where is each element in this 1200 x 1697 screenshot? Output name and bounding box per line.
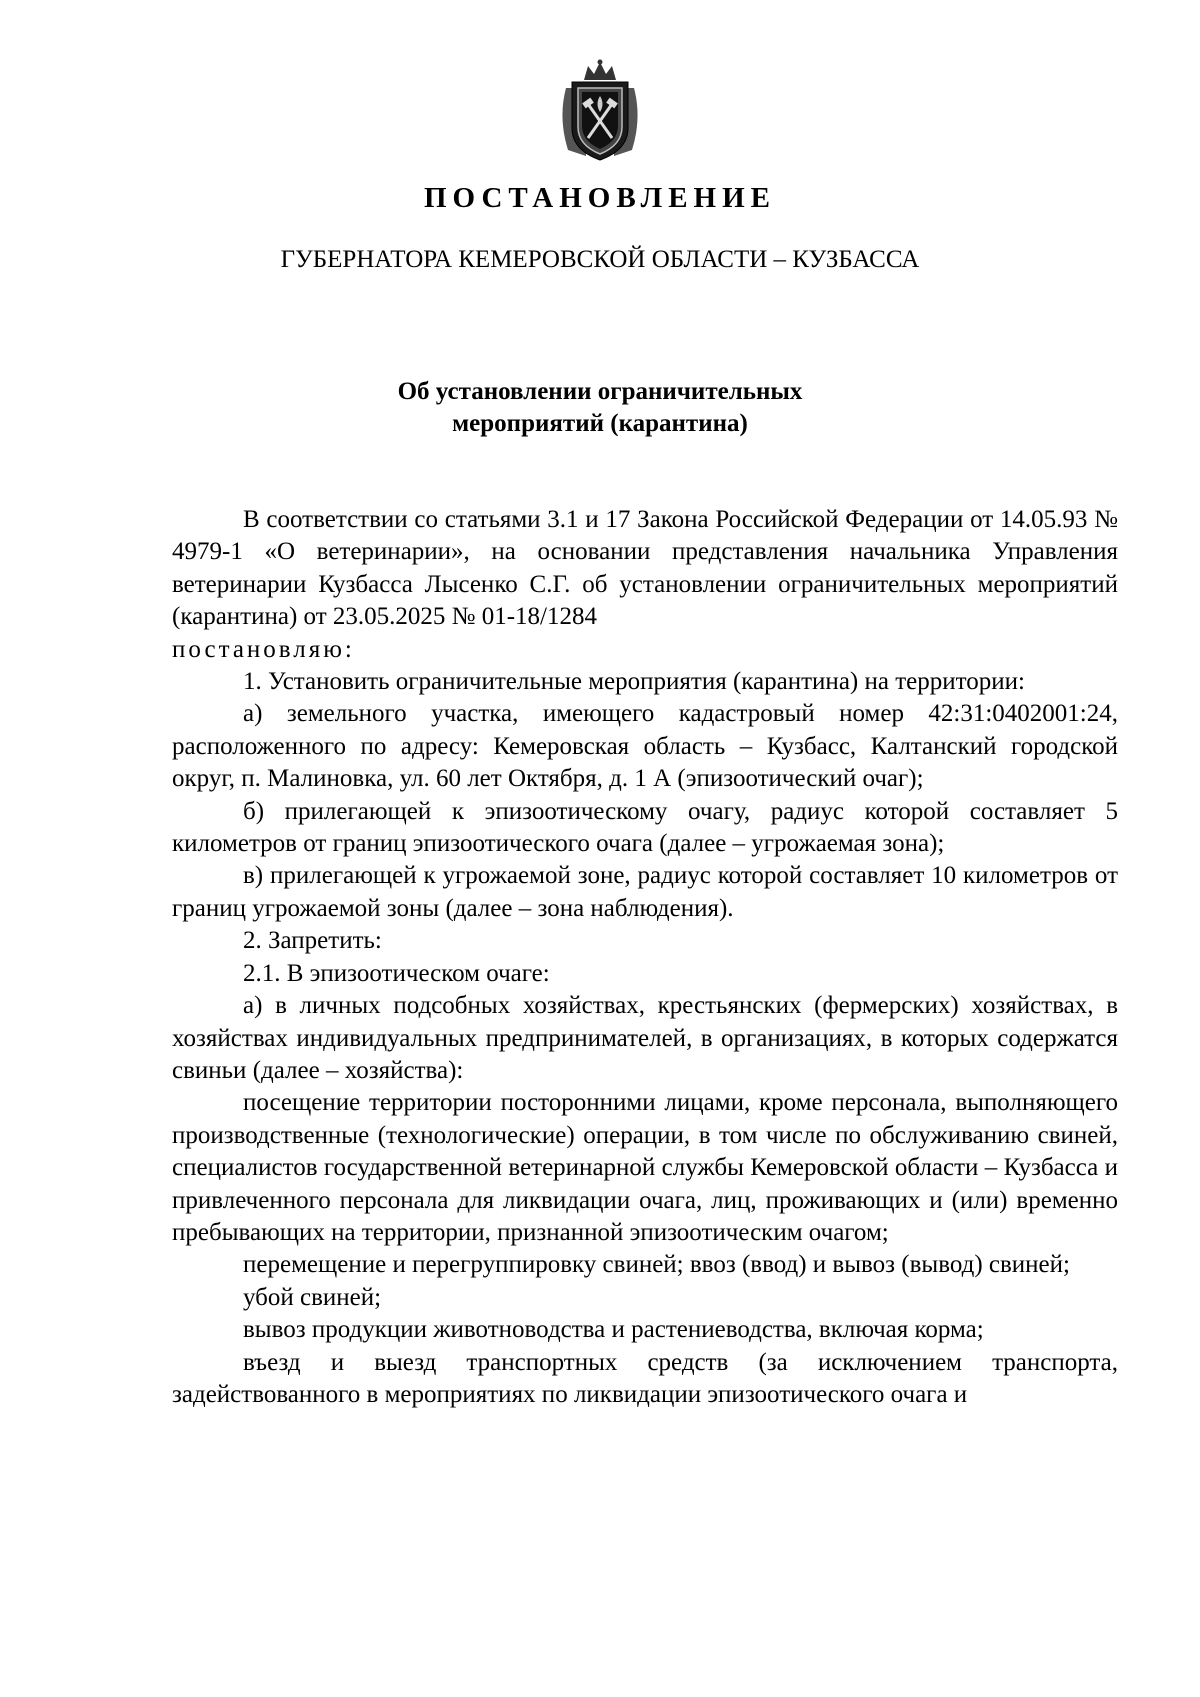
prohibition-item-3: убой свиней; xyxy=(243,1283,382,1311)
intro-paragraph: В соответствии со статьями 3.1 и 17 Закона Российской Федерации от 14.05.93 № 4979-1 «О ветеринарии», на основании представления начальника Управления ветеринарии Кузбасса Лысенко С.Г. об установлении ограничительных мероприятий (карантина) от 23.05.2025 № 01-18/1284 xyxy=(172,506,1118,631)
issuer-heading: ГУБЕРНАТОРА КЕМЕРОВСКОЙ ОБЛАСТИ – КУЗБАССА xyxy=(280,246,920,273)
prohibition-item-5: въезд и выезд транспортных средств (за исключением транспорта, задействованного в мероприятиях по ликвидации эпизоотического очага и xyxy=(172,1348,1118,1408)
clause-2: 2. Запретить: xyxy=(243,927,382,955)
clause-2-1: 2.1. В эпизоотическом очаге: xyxy=(243,959,550,987)
clause-1: 1. Установить ограничительные мероприятия (карантина) на территории: xyxy=(243,668,1025,696)
prohibition-item-2: перемещение и перегруппировку свиней; ввоз (ввод) и вывоз (вывод) свиней; xyxy=(243,1251,1070,1279)
resolves-statement: постановляю: xyxy=(172,635,355,663)
prohibition-item-1: посещение территории посторонними лицами, кроме персонала, выполняющего производственные (технологические) операции, в том числе по обслуживанию свиней, специалистов государственной ветеринарной службы Кемеровской области – Кузбасса и привлеченного персонала для ликвидации очага, лиц, проживающих и (или) временно пребывающих на территории, признанной эпизоотическим очагом; xyxy=(172,1089,1118,1246)
document-title xyxy=(0,376,1200,440)
document-body xyxy=(172,504,1118,1411)
clause-1-c: в) прилегающей к угрожаемой зоне, радиус которой составляет 10 километров от границ угрожаемой зоны (далее – зона наблюдения). xyxy=(172,862,1118,922)
clause-2-1-a: а) в личных подсобных хозяйствах, крестьянских (фермерских) хозяйствах, в хозяйствах индивидуальных предпринимателей, в организациях, в которых содержатся свиньи (далее – хозяйства): xyxy=(172,992,1118,1084)
clause-1-a: а) земельного участка, имеющего кадастровый номер 42:31:0402001:24, расположенного по адресу: Кемеровская область – Кузбасс, Калтанский городской округ, п. Малиновка, ул. 60 лет Октября, д. 1 А (эпизоотический очаг); xyxy=(172,700,1118,793)
prohibition-item-4: вывоз продукции животноводства и растениеводства, включая корма; xyxy=(243,1316,984,1344)
clause-1-b: б) прилегающей к эпизоотическому очагу, радиус которой составляет 5 километров от границ эпизоотического очага (далее – угрожаемая зона); xyxy=(172,797,1118,858)
kuzbass-coat-of-arms-icon xyxy=(556,58,644,162)
document-type-heading: ПОСТАНОВЛЕНИЕ xyxy=(423,182,776,214)
document-title-line-2: мероприятий (карантина) xyxy=(452,410,748,437)
document-title-line-1: Об установлении ограничительных xyxy=(397,378,803,405)
